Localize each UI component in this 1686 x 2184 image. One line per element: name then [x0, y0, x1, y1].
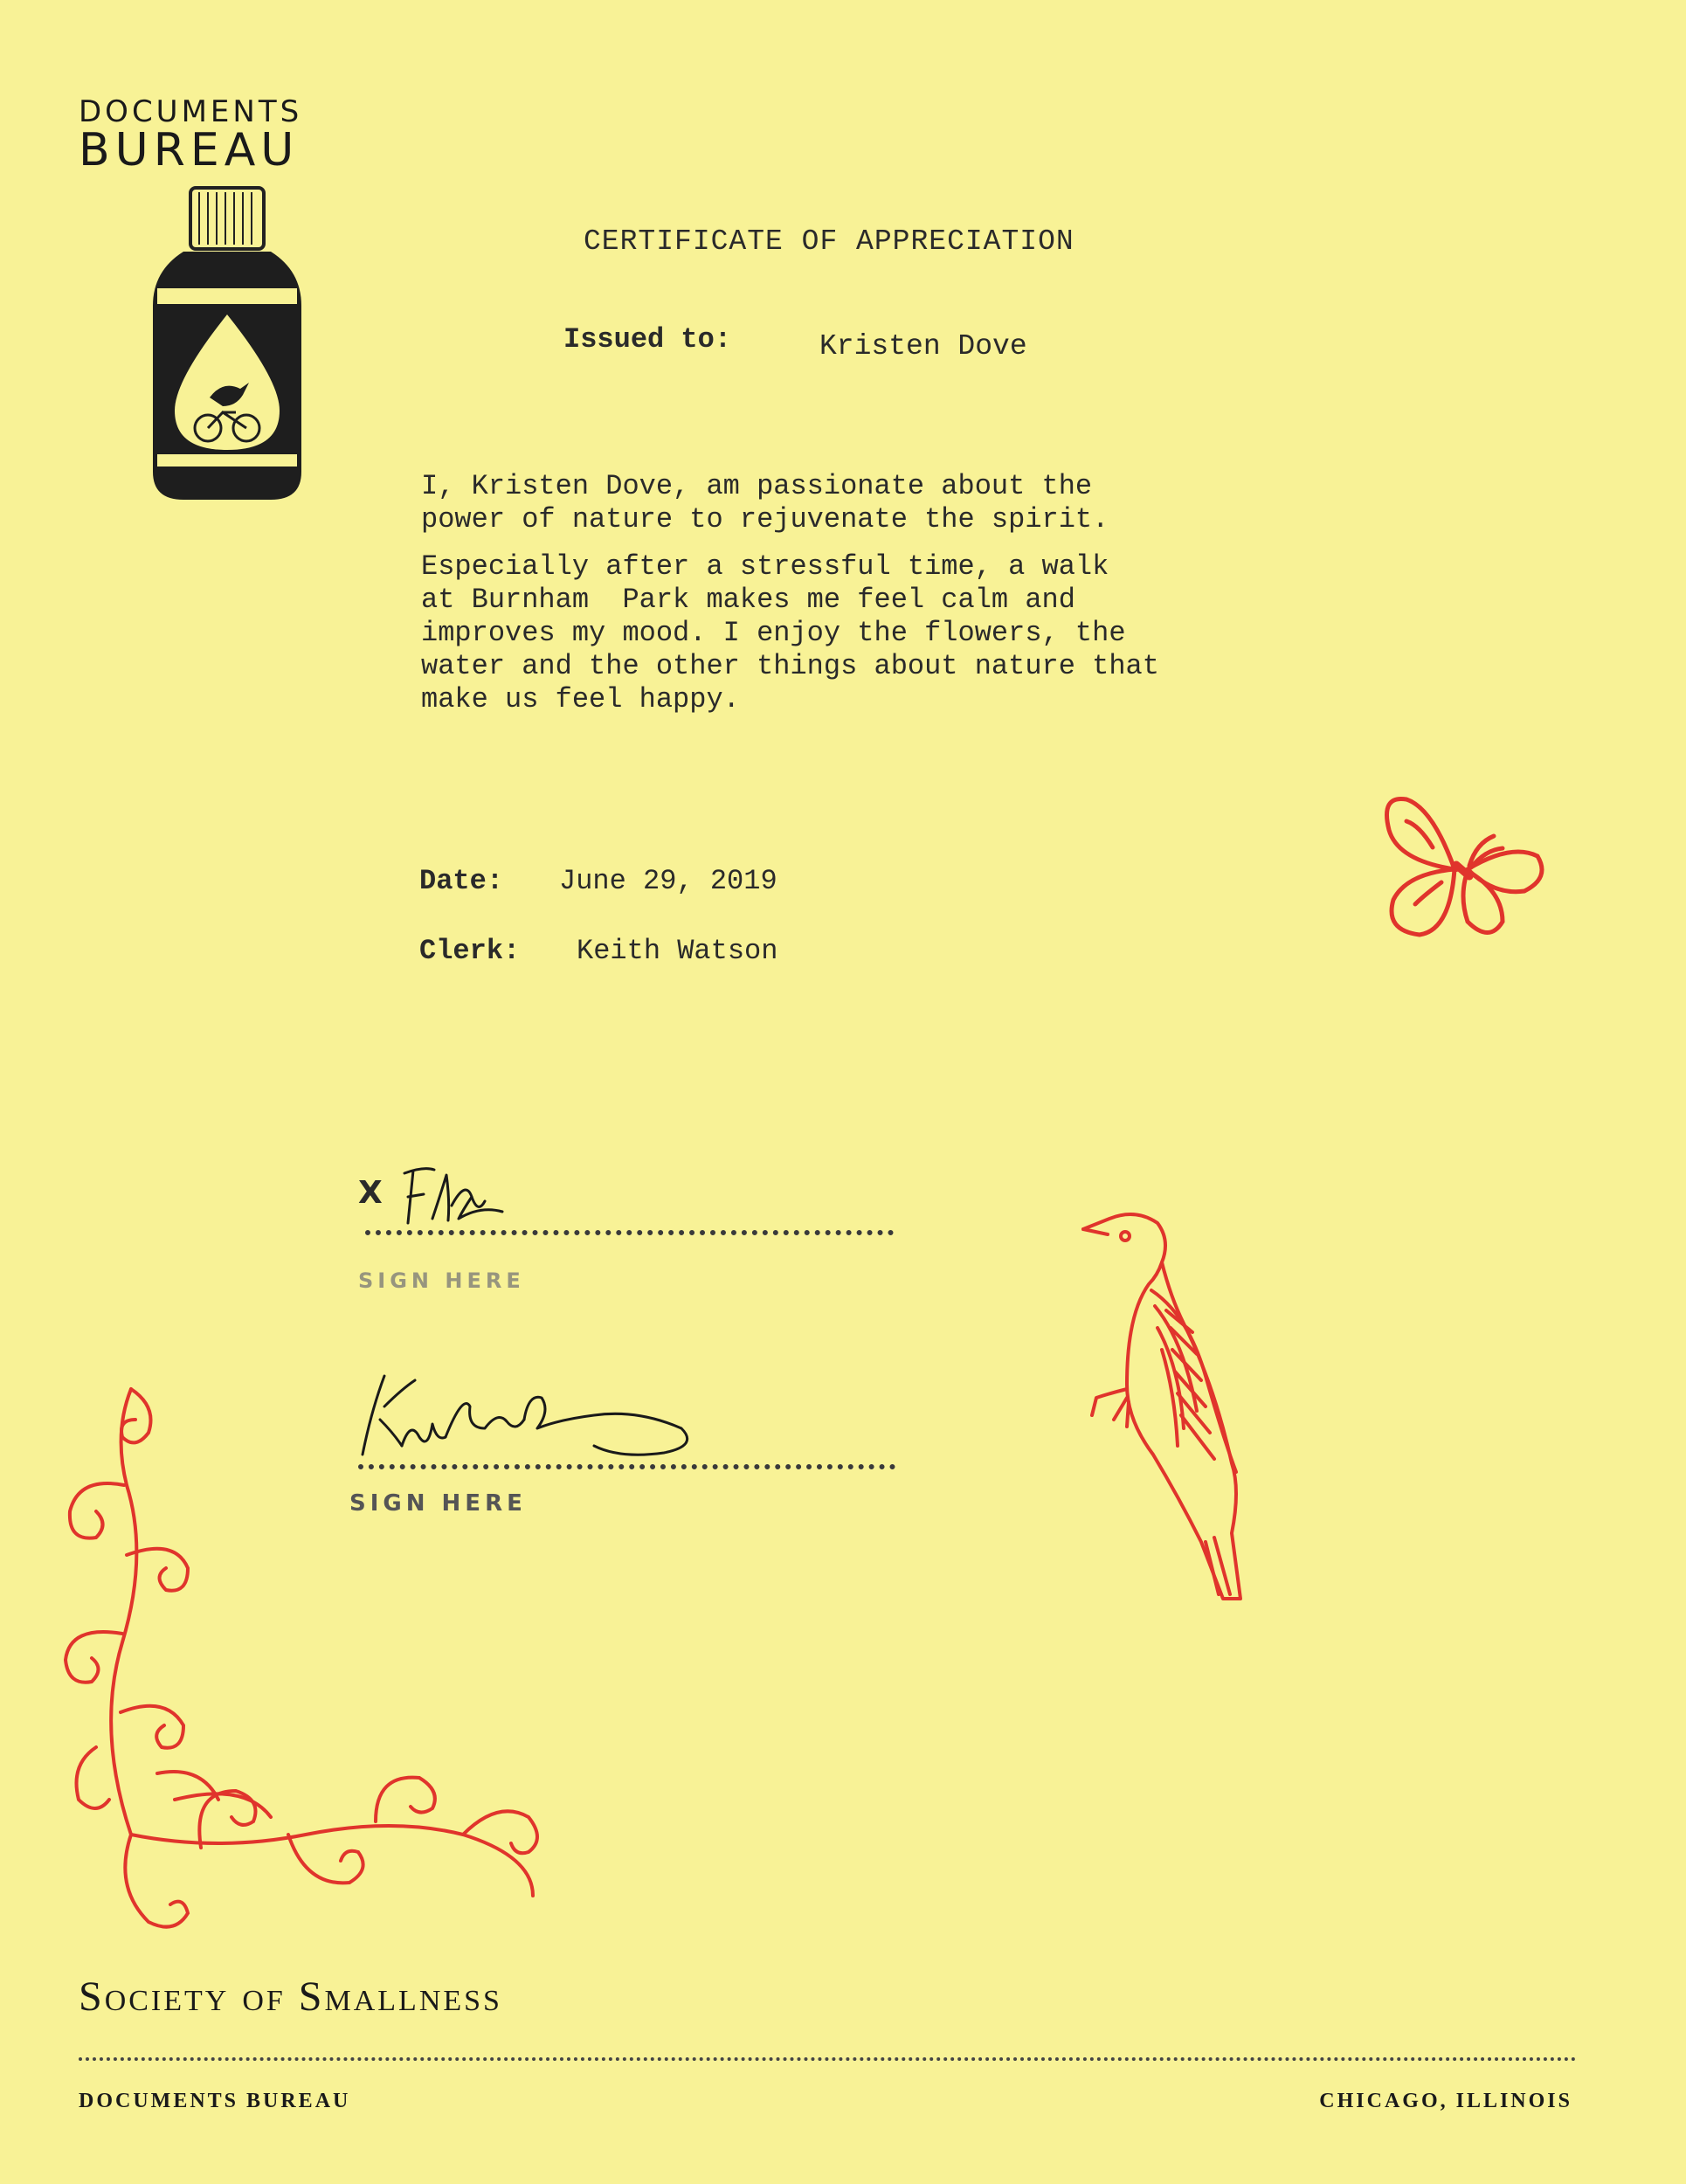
clerk-value: Keith Watson [577, 935, 778, 967]
date-label: Date: [419, 865, 504, 897]
footer-divider [79, 2057, 1577, 2061]
statement-line: Especially after a stressful time, a walk [421, 550, 1109, 583]
sign-here-label-2: SIGN HERE [349, 1490, 527, 1517]
bottle-illustration [149, 183, 306, 507]
organization-name: Society of Smallness [79, 1973, 502, 2020]
date-value: June 29, 2019 [559, 865, 777, 897]
signature-mark: X [358, 1175, 383, 1211]
certificate-title: CERTIFICATE OF APPRECIATION [584, 225, 1074, 258]
logo-line-2: BUREAU [79, 124, 300, 176]
sign-here-label-1: SIGN HERE [358, 1268, 525, 1293]
statement-line: make us feel happy. [421, 683, 740, 715]
logo-line-1: DOCUMENTS [79, 94, 303, 129]
statement-line: power of nature to rejuvenate the spirit. [421, 503, 1109, 536]
clerk-label: Clerk: [419, 935, 521, 967]
statement-line: water and the other things about nature that [421, 650, 1159, 682]
handwritten-signature-1 [397, 1158, 529, 1236]
bird-stamp-icon [1074, 1210, 1302, 1603]
issued-to-name: Kristen Dove [819, 330, 1027, 363]
statement-line: improves my mood. I enjoy the flowers, the [421, 617, 1126, 649]
footer-right-text: CHICAGO, ILLINOIS [1319, 2090, 1572, 2112]
issued-to-label: Issued to: [563, 323, 732, 356]
floral-flourish-stamp-icon [44, 1380, 585, 1939]
signature-line-1 [365, 1230, 894, 1235]
statement-line: at Burnham Park makes me feel calm and [421, 584, 1075, 616]
statement-line: I, Kristen Dove, am passionate about the [421, 470, 1093, 502]
statement-paragraph-1 [421, 470, 1338, 536]
documents-bureau-logo [79, 94, 393, 176]
butterfly-stamp-icon [1372, 782, 1555, 957]
footer-left-text: DOCUMENTS BUREAU [79, 2090, 351, 2112]
statement-paragraph-2 [421, 550, 1338, 716]
